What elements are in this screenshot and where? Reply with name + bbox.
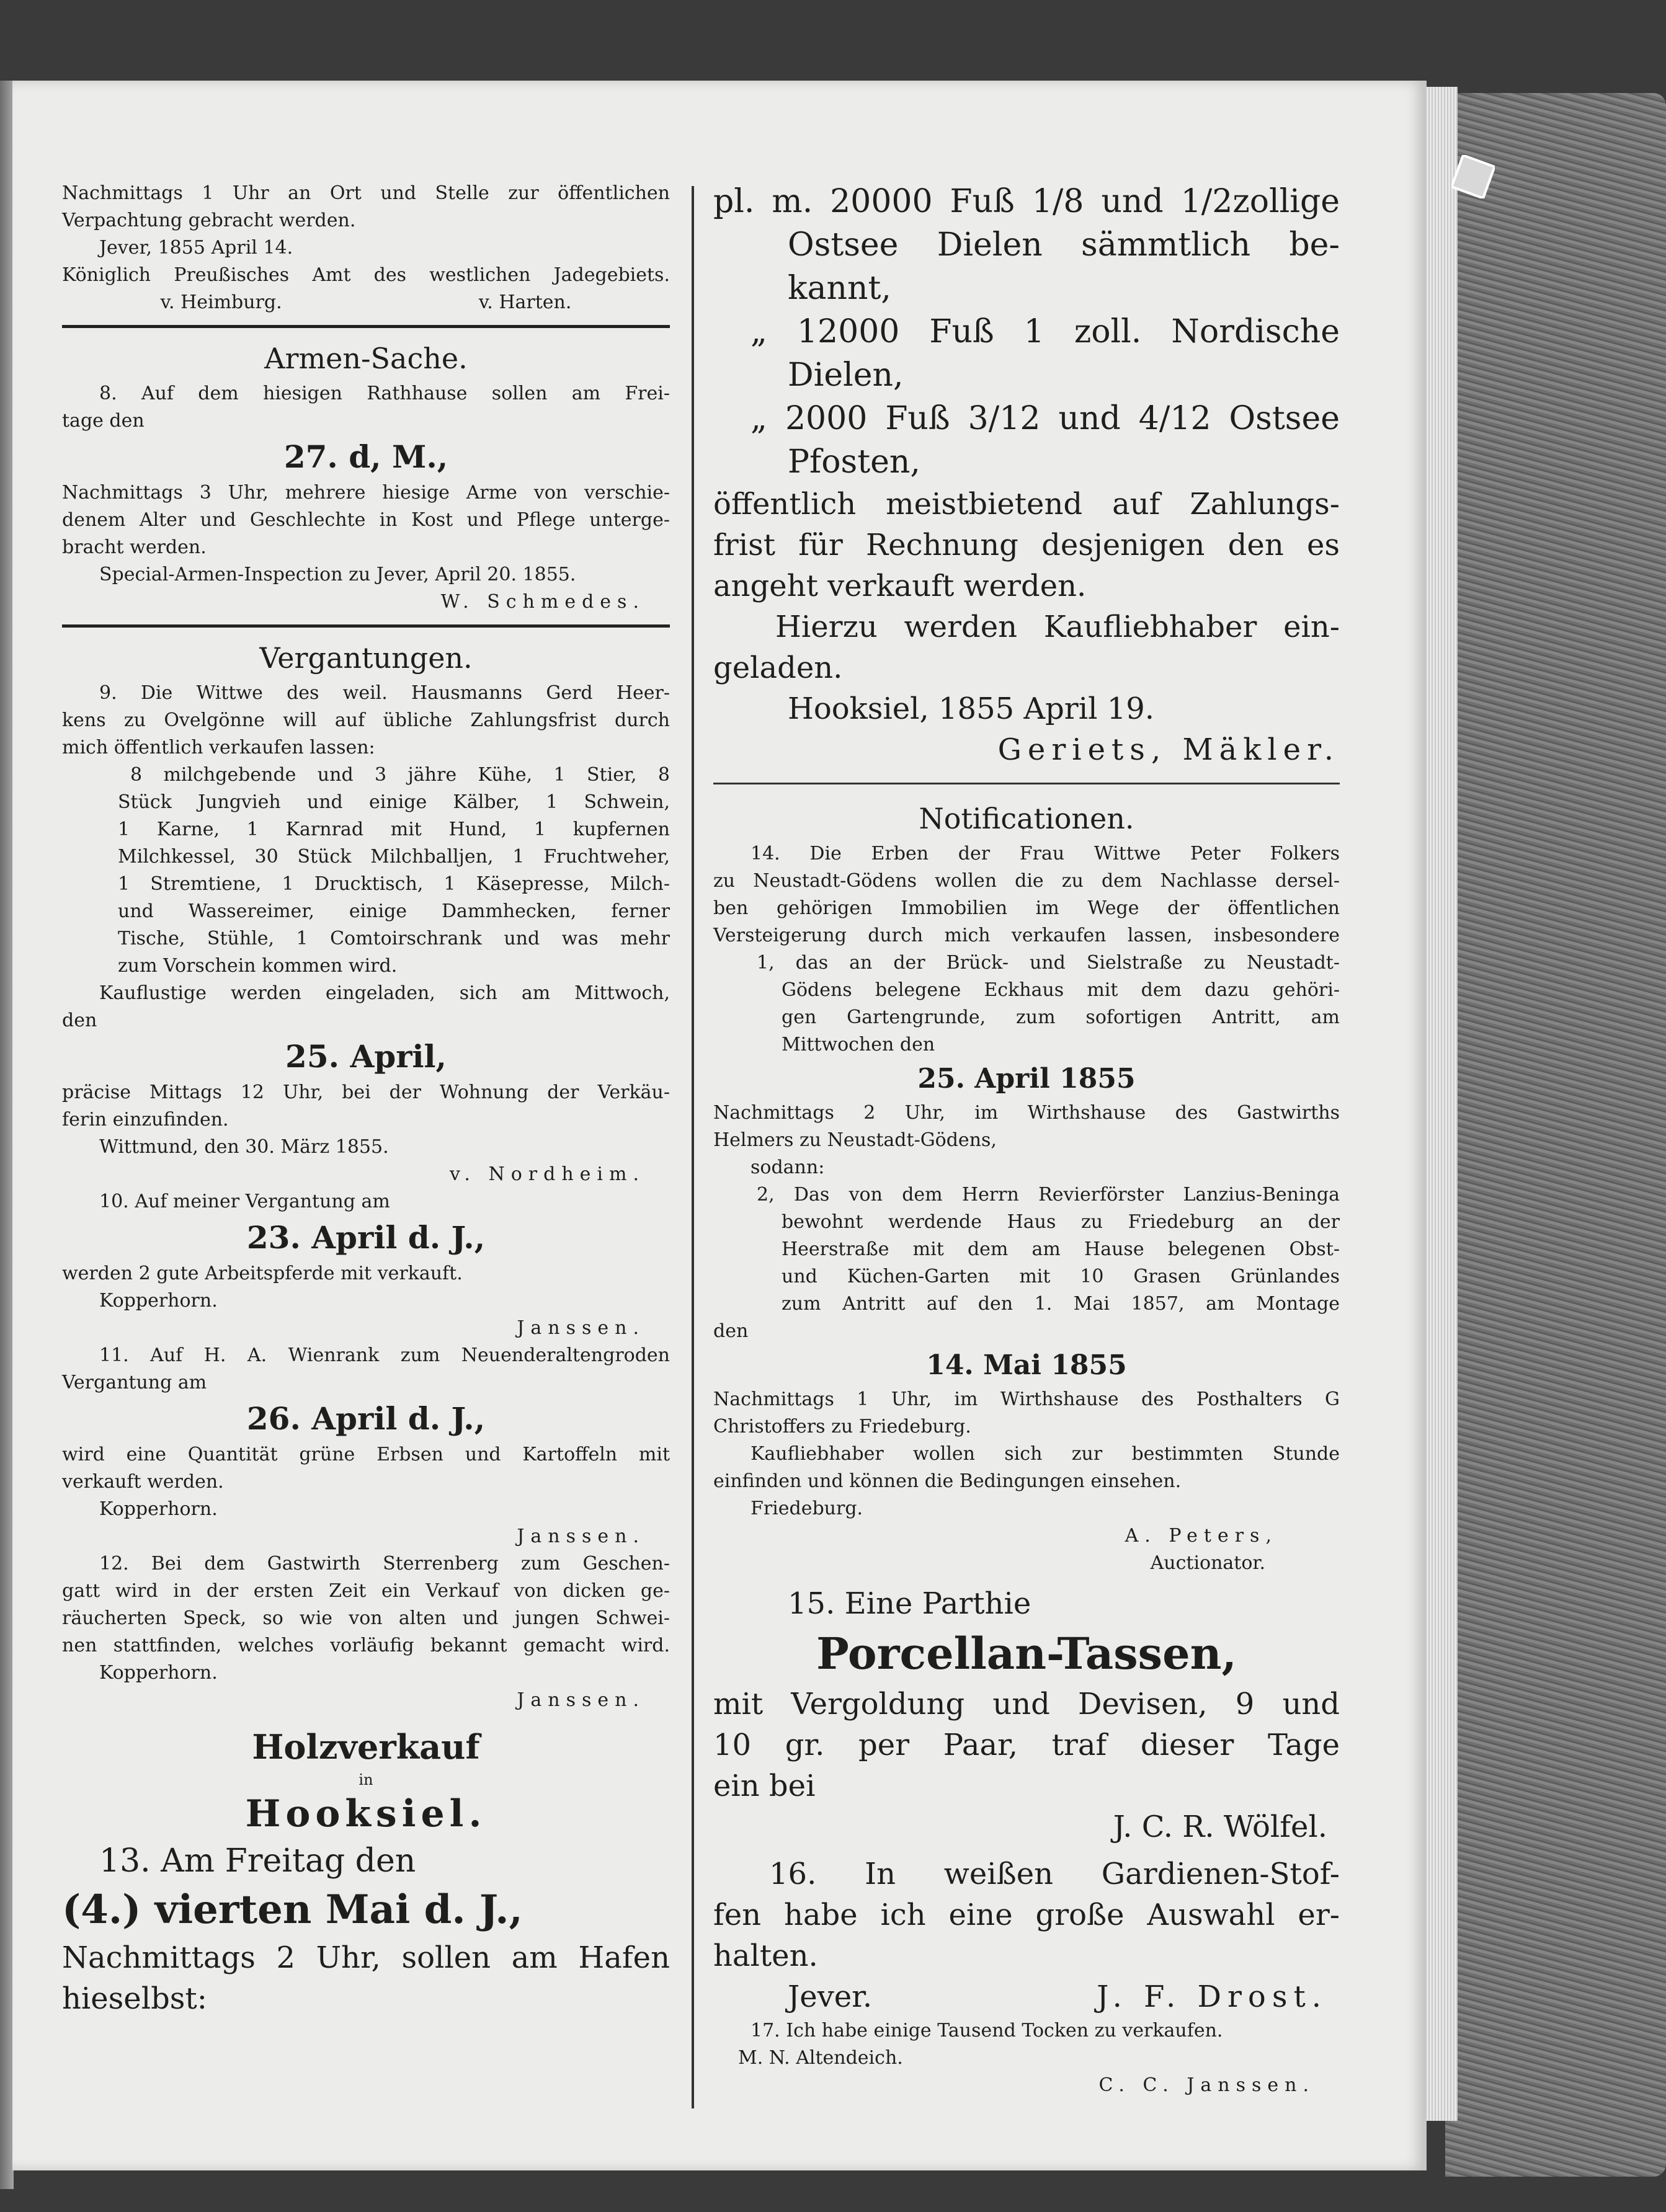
text-line: 16. In weißen Gardienen-Stof- xyxy=(769,1857,1340,1891)
signature: Geriets, Mäkler. xyxy=(997,732,1340,767)
text-line: pl. m. 20000 Fuß 1/8 und 1/2zollige xyxy=(713,183,1340,220)
list-item: zum Antritt auf den 1. Mai 1857, am Montage xyxy=(782,1293,1340,1315)
text-line: Dielen, xyxy=(788,357,904,394)
list-item: Stück Jungvieh und einige Kälber, 1 Schwein, xyxy=(118,791,670,813)
text-line: Nachmittags 2 Uhr, im Wirthshause des Gastwirths xyxy=(713,1102,1340,1124)
text-line: ferin einzufinden. xyxy=(62,1109,229,1130)
text-line: tage den xyxy=(62,410,145,432)
date-line: Hooksiel, 1855 April 19. xyxy=(788,691,1155,726)
text-line: 10. Auf meiner Vergantung am xyxy=(99,1191,390,1212)
auction-date: (4.) vierten Mai d. J., xyxy=(62,1886,523,1933)
signature: Janssen. xyxy=(517,1526,645,1547)
list-item: Milchkessel, 30 Stück Milchballjen, 1 Fruchtweher, xyxy=(118,846,670,868)
text-line: Versteigerung durch mich verkaufen lassen, insbesondere xyxy=(713,925,1340,946)
text-line: Kaufliebhaber wollen sich zur bestimmten Stunde xyxy=(751,1443,1340,1465)
signature: C. C. Janssen. xyxy=(1098,2074,1315,2096)
place-line: Jever. xyxy=(788,1979,873,2014)
text-line: Ostsee Dielen sämmtlich be- xyxy=(788,226,1340,264)
newspaper-page xyxy=(12,81,1427,2170)
text-line: 9. Die Wittwe des weil. Hausmanns Gerd Heer- xyxy=(99,682,670,704)
text-line: den xyxy=(62,1010,97,1031)
place-line: Friedeburg. xyxy=(751,1498,863,1519)
text-line: den xyxy=(713,1320,749,1342)
list-item: Tische, Stühle, 1 Comtoirschrank und was mehr xyxy=(118,928,670,949)
text-line: 11. Auf H. A. Wienrank zum Neuenderaltengroden xyxy=(99,1344,670,1366)
text-line: 15. Eine Parthie xyxy=(788,1586,1031,1621)
list-item: bewohnt werdende Haus zu Friedeburg an der xyxy=(782,1211,1340,1233)
signature: W. Schmedes. xyxy=(440,591,645,613)
text-line: Pfosten, xyxy=(788,443,920,481)
text-line: Verpachtung gebracht werden. xyxy=(62,210,356,231)
text-line: angeht verkauft werden. xyxy=(713,569,1087,603)
signature: v. Heimburg. xyxy=(160,291,282,313)
text-line: präcise Mittags 12 Uhr, bei der Wohnung der Verkäu- xyxy=(62,1082,670,1103)
text-line: kannt, xyxy=(788,270,891,307)
text-line: Nachmittags 2 Uhr, sollen am Hafen xyxy=(62,1940,670,1975)
signature: J. F. Drost. xyxy=(1097,1979,1327,2014)
list-item: Heerstraße mit dem am Hause belegenen Obst- xyxy=(782,1238,1340,1260)
place-line: Kopperhorn. xyxy=(99,1662,218,1684)
text-line: räucherten Speck, so wie von alten und jungen Schwei- xyxy=(62,1607,670,1629)
list-item: und Küchen-Garten mit 10 Grasen Grünlandes xyxy=(782,1266,1340,1287)
text-line: Vergantung am xyxy=(62,1372,207,1393)
auction-date: 25. April, xyxy=(285,1038,447,1075)
text-line: „ 2000 Fuß 3/12 und 4/12 Ostsee xyxy=(751,400,1340,437)
text-line: ein bei xyxy=(713,1769,816,1803)
book-cover-edge xyxy=(1445,93,1666,2177)
section-rule xyxy=(713,783,1340,784)
text-line: fen habe ich eine große Auswahl er- xyxy=(713,1898,1340,1932)
auction-date: 14. Mai 1855 xyxy=(926,1349,1127,1381)
signature: v. Nordheim. xyxy=(450,1163,645,1185)
product-heading: Porcellan-Tassen, xyxy=(816,1628,1237,1679)
auction-date: 27. d, M., xyxy=(283,438,448,475)
signature: Janssen. xyxy=(517,1317,645,1339)
signature: A. Peters, xyxy=(1125,1525,1278,1547)
list-item: Mittwochen den xyxy=(782,1034,935,1055)
auction-date: 23. April d. J., xyxy=(246,1219,486,1256)
text-line: Kauflustige werden eingeladen, sich am Mittwoch, xyxy=(99,982,670,1004)
place-heading: Hooksiel. xyxy=(245,1792,487,1836)
section-rule xyxy=(62,624,670,628)
text-line: bracht werden. xyxy=(62,536,207,558)
text-line: ben gehörigen Immobilien im Wege der öffentlichen xyxy=(713,897,1340,919)
text-line: öffentlich meistbietend auf Zahlungs- xyxy=(713,487,1340,522)
text-line: Christoffers zu Friedeburg. xyxy=(713,1416,971,1437)
auction-date: 26. April d. J., xyxy=(246,1400,486,1437)
signature: Janssen. xyxy=(517,1689,645,1711)
list-item: 8 milchgebende und 3 jähre Kühe, 1 Stier, 8 xyxy=(130,764,670,786)
text-line: mit Vergoldung und Devisen, 9 und xyxy=(713,1687,1340,1721)
text-line: Nachmittags 3 Uhr, mehrere hiesige Arme von verschie- xyxy=(62,482,670,504)
text-line: 12. Bei dem Gastwirth Sterrenberg zum Geschen- xyxy=(99,1553,670,1575)
left-column xyxy=(62,180,670,2019)
text-line: wird eine Quantität grüne Erbsen und Kartoffeln mit xyxy=(62,1444,670,1465)
text-line: verkauft werden. xyxy=(62,1471,224,1493)
text-line: 13. Am Freitag den xyxy=(99,1842,416,1880)
authority-line: Königlich Preußisches Amt des westlichen Jadegebiets. xyxy=(62,264,670,286)
list-item: 1 Stremtiene, 1 Drucktisch, 1 Käsepresse, Milch- xyxy=(118,873,670,895)
right-column xyxy=(713,180,1340,2099)
text-line: Hierzu werden Kaufliebhaber ein- xyxy=(775,610,1340,644)
text-line: geladen. xyxy=(713,651,843,685)
section-rule xyxy=(62,325,670,328)
text-line: gatt wird in der ersten Zeit ein Verkauf von dicken ge- xyxy=(62,1580,670,1602)
auction-date: 25. April 1855 xyxy=(917,1063,1136,1095)
text-line: denem Alter und Geschlechte in Kost und Pflege unterge- xyxy=(62,509,670,531)
text-line: zu Neustadt-Gödens wollen die zu dem Nachlasse dersel- xyxy=(713,870,1340,892)
signature-line xyxy=(713,1976,1340,2017)
text-line: halten. xyxy=(713,1939,818,1973)
signature: v. Harten. xyxy=(478,291,572,313)
text-line: werden 2 gute Arbeitspferde mit verkauft. xyxy=(62,1263,463,1284)
column-divider xyxy=(692,186,694,2108)
signature-role: Auctionator. xyxy=(1150,1552,1265,1574)
text-line: 17. Ich habe einige Tausend Tocken zu verkaufen. xyxy=(751,2020,1223,2041)
text-line: sodann: xyxy=(751,1157,825,1178)
text-line: frist für Rechnung desjenigen den es xyxy=(713,528,1340,562)
section-heading: Vergantungen. xyxy=(259,641,473,675)
signature-line xyxy=(62,289,670,316)
list-item: 1 Karne, 1 Karnrad mit Hund, 1 kupfernen xyxy=(118,819,670,840)
text-line: kens zu Ovelgönne will auf übliche Zahlungsfrist durch xyxy=(62,709,670,731)
section-heading: Armen-Sache. xyxy=(264,342,468,375)
list-item: gen Gartengrunde, zum sofortigen Antritt, am xyxy=(782,1006,1340,1028)
section-heading: Notificationen. xyxy=(919,802,1134,835)
signature: J. C. R. Wölfel. xyxy=(1113,1810,1327,1844)
list-item: Gödens belegene Eckhaus mit dem dazu gehöri- xyxy=(782,979,1340,1001)
text-line: einfinden und können die Bedingungen einsehen. xyxy=(713,1470,1182,1492)
place-line: Wittmund, den 30. März 1855. xyxy=(99,1136,389,1158)
text-line: Helmers zu Neustadt-Gödens, xyxy=(713,1129,997,1151)
list-item: 2, Das von dem Herrn Revierförster Lanzius-Beninga xyxy=(757,1184,1340,1206)
place-line: Kopperhorn. xyxy=(99,1498,218,1520)
text-line: nen stattfinden, welches vorläufig bekannt gemacht wird. xyxy=(62,1635,670,1656)
place-line: Kopperhorn. xyxy=(99,1290,218,1312)
text-line: hieselbst: xyxy=(62,1981,207,2016)
date-line: Jever, 1855 April 14. xyxy=(99,237,293,259)
text-line: Nachmittags 1 Uhr, im Wirthshause des Posthalters G xyxy=(713,1388,1340,1410)
place-line: M. N. Altendeich. xyxy=(738,2047,903,2069)
text-line: 14. Die Erben der Frau Wittwe Peter Folkers xyxy=(751,843,1340,864)
text-line: Nachmittags 1 Uhr an Ort und Stelle zur öffentlichen xyxy=(62,182,670,204)
text-line: in xyxy=(359,1771,373,1788)
text-line: 8. Auf dem hiesigen Rathhause sollen am Frei- xyxy=(99,383,670,404)
book-edge-left xyxy=(0,81,14,2189)
place-line: Special-Armen-Inspection zu Jever, April 20. 1855. xyxy=(99,564,576,585)
text-line: „ 12000 Fuß 1 zoll. Nordische xyxy=(751,313,1340,350)
text-line: 10 gr. per Paar, traf dieser Tage xyxy=(713,1728,1340,1762)
text-line: mich öffentlich verkaufen lassen: xyxy=(62,737,375,758)
list-item: 1, das an der Brück- und Sielstraße zu Neustadt- xyxy=(757,952,1340,974)
library-stamp-icon xyxy=(1451,155,1495,198)
list-item: und Wassereimer, einige Dammhecken, ferner xyxy=(118,900,670,922)
list-item: zum Vorschein kommen wird. xyxy=(118,955,398,977)
section-heading: Holzverkauf xyxy=(252,1727,480,1767)
